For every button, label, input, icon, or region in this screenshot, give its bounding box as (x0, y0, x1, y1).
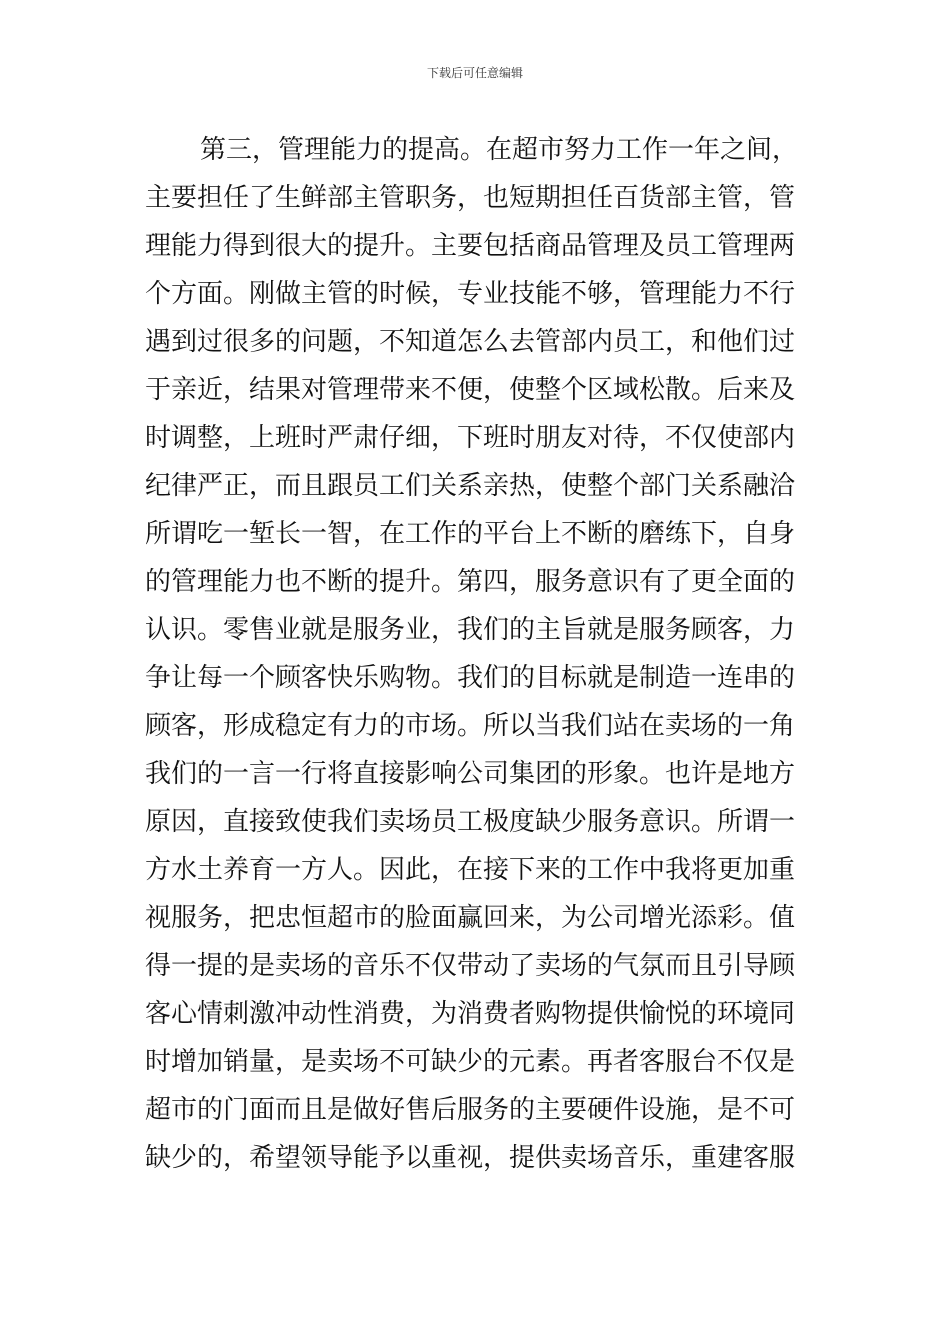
text-line: 原因，直接致使我们卖场员工极度缺少服务意识。所谓一 (145, 807, 796, 837)
text-line: 方水土养育一方人。因此，在接下来的工作中我将更加重 (145, 855, 796, 885)
text-line: 认识。零售业就是服务业，我们的主旨就是服务顾客，力 (145, 615, 796, 645)
text-line: 时调整，上班时严肃仔细，下班时朋友对待，不仅使部内 (145, 423, 796, 453)
text-line: 第三，管理能力的提高。在超市努力工作一年之间， (200, 135, 799, 165)
text-line: 得一提的是卖场的音乐不仅带动了卖场的气氛而且引导顾 (145, 951, 796, 981)
text-line: 超市的门面而且是做好售后服务的主要硬件设施，是不可 (145, 1095, 796, 1125)
text-line: 遇到过很多的问题，不知道怎么去管部内员工，和他们过 (145, 327, 796, 357)
text-line: 争让每一个顾客快乐购物。我们的目标就是制造一连串的 (145, 663, 796, 693)
text-line: 缺少的，希望领导能予以重视，提供卖场音乐，重建客服 (145, 1143, 796, 1173)
text-line: 所谓吃一堑长一智，在工作的平台上不断的磨练下，自身 (145, 519, 796, 549)
page-header: 下载后可任意编辑 (426, 66, 523, 80)
text-line: 的管理能力也不断的提升。第四，服务意识有了更全面的 (145, 567, 796, 597)
text-line: 视服务，把忠恒超市的脸面赢回来，为公司增光添彩。值 (145, 903, 796, 933)
text-line: 纪律严正，而且跟员工们关系亲热，使整个部门关系融洽 (145, 471, 796, 501)
text-line: 个方面。刚做主管的时候，专业技能不够，管理能力不行 (145, 279, 796, 309)
text-line: 客心情刺激冲动性消费，为消费者购物提供愉悦的环境同 (145, 999, 796, 1029)
text-line: 于亲近，结果对管理带来不便，使整个区域松散。后来及 (145, 375, 796, 405)
body-paragraph (145, 126, 807, 1182)
text-line: 时增加销量，是卖场不可缺少的元素。再者客服台不仅是 (145, 1047, 796, 1077)
text-line: 理能力得到很大的提升。主要包括商品管理及员工管理两 (145, 231, 796, 261)
text-line: 主要担任了生鲜部主管职务，也短期担任百货部主管，管 (145, 183, 796, 213)
text-line: 我们的一言一行将直接影响公司集团的形象。也许是地方 (145, 759, 796, 789)
text-line: 顾客，形成稳定有力的市场。所以当我们站在卖场的一角 (145, 711, 796, 741)
